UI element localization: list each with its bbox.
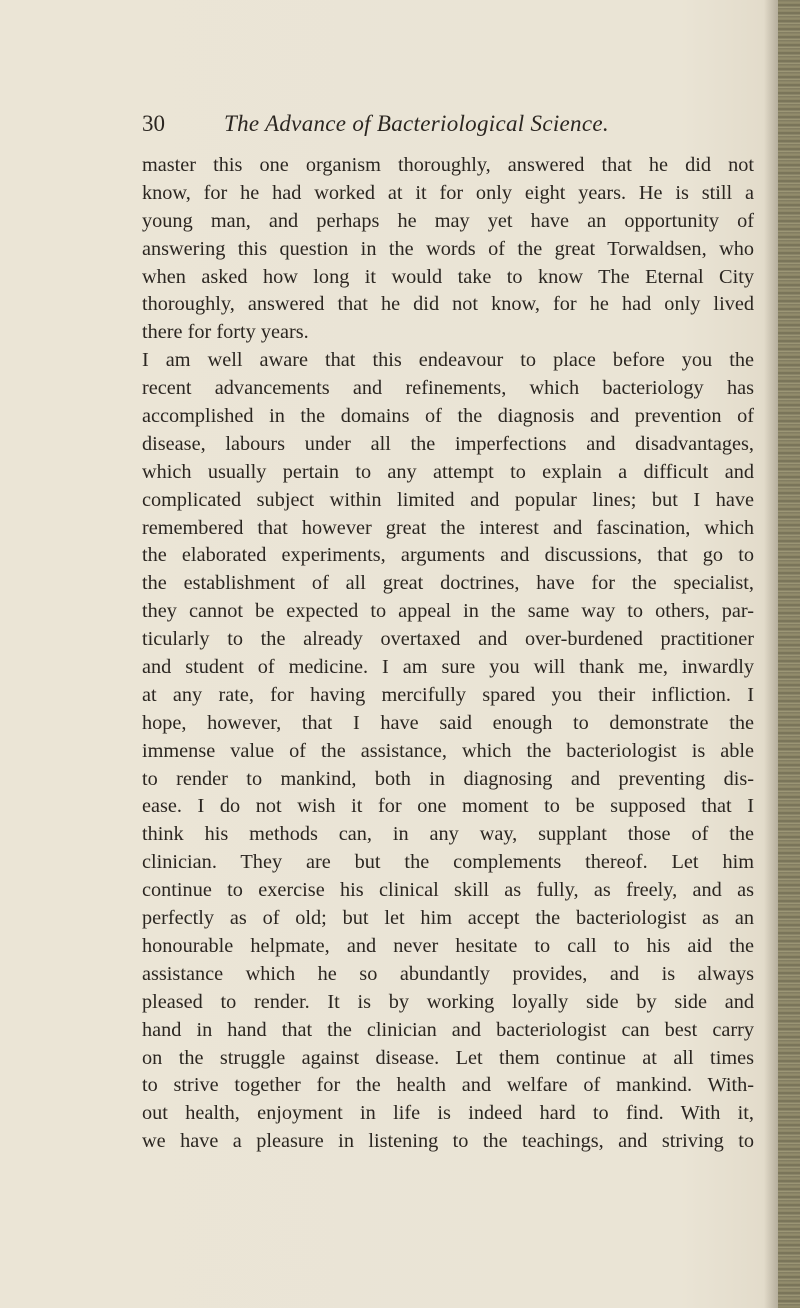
page-number: 30: [142, 111, 165, 136]
text-line: to strive together for the health and welfare of mankind. With-: [142, 1074, 754, 1097]
text-line: I am well aware that this endeavour to place before you the: [142, 349, 754, 372]
text-line: think his methods can, in any way, supplant those of the: [142, 823, 754, 846]
text-line: we have a pleasure in listening to the teachings, and striving to: [142, 1130, 754, 1153]
text-line: disease, labours under all the imperfections and disadvantages,: [142, 432, 754, 455]
text-line: perfectly as of old; but let him accept the bacteriologist as an: [142, 907, 754, 930]
text-line: complicated subject within limited and popular lines; but I have: [142, 488, 754, 511]
text-line: assistance which he so abundantly provides, and is always: [142, 962, 754, 985]
text-line: immense value of the assistance, which the bacteriologist is able: [142, 739, 754, 762]
text-line: to render to mankind, both in diagnosing and preventing dis-: [142, 767, 754, 790]
text-line: master this one organism thoroughly, answered that he did not: [142, 154, 754, 176]
page-edge-shadow: [764, 0, 778, 1308]
text-line: there for forty years.: [142, 321, 309, 344]
text-line: which usually pertain to any attempt to explain a difficult and: [142, 460, 754, 483]
text-line: the establishment of all great doctrines, have for the specialist,: [142, 572, 754, 595]
text-line: ease. I do not wish it for one moment to be supposed that I: [142, 795, 754, 818]
body-text: [142, 152, 754, 1156]
text-line: when asked how long it would take to know The Eternal City: [142, 265, 754, 288]
text-line: continue to exercise his clinical skill as fully, as freely, and as: [142, 879, 754, 902]
text-line: the elaborated experiments, arguments and discussions, that go to: [142, 544, 754, 567]
text-line: on the struggle against disease. Let them continue at all times: [142, 1046, 754, 1069]
text-line: hope, however, that I have said enough to demonstrate the: [142, 711, 754, 734]
text-line: honourable helpmate, and never hesitate to call to his aid the: [142, 934, 754, 957]
running-header: [142, 111, 762, 141]
text-line: young man, and perhaps he may yet have an opportunity of: [142, 209, 754, 232]
text-line: recent advancements and refinements, which bacteriology has: [142, 377, 754, 400]
text-line: pleased to render. It is by working loyally side by side and: [142, 990, 754, 1013]
text-line: hand in hand that the clinician and bacteriologist can best carry: [142, 1018, 754, 1041]
text-line: accomplished in the domains of the diagnosis and prevention of: [142, 405, 754, 428]
text-line: ticularly to the already overtaxed and over-burdened practitioner: [142, 628, 754, 651]
text-line: know, for he had worked at it for only eight years. He is still a: [142, 181, 754, 204]
page-edge: [778, 0, 800, 1308]
text-line: answering this question in the words of the great Torwaldsen, who: [142, 237, 754, 260]
text-line: out health, enjoyment in life is indeed hard to find. With it,: [142, 1102, 754, 1125]
text-line: thoroughly, answered that he did not know, for he had only lived: [142, 293, 754, 316]
text-line: and student of medicine. I am sure you will thank me, inwardly: [142, 656, 754, 679]
text-line: they cannot be expected to appeal in the same way to others, par-: [142, 600, 754, 623]
text-line: remembered that however great the interest and fascination, which: [142, 516, 754, 539]
running-title: The Advance of Bacteriological Science.: [224, 111, 609, 136]
text-line: clinician. They are but the complements thereof. Let him: [142, 851, 754, 874]
text-line: at any rate, for having mercifully spared you their infliction. I: [142, 683, 754, 706]
